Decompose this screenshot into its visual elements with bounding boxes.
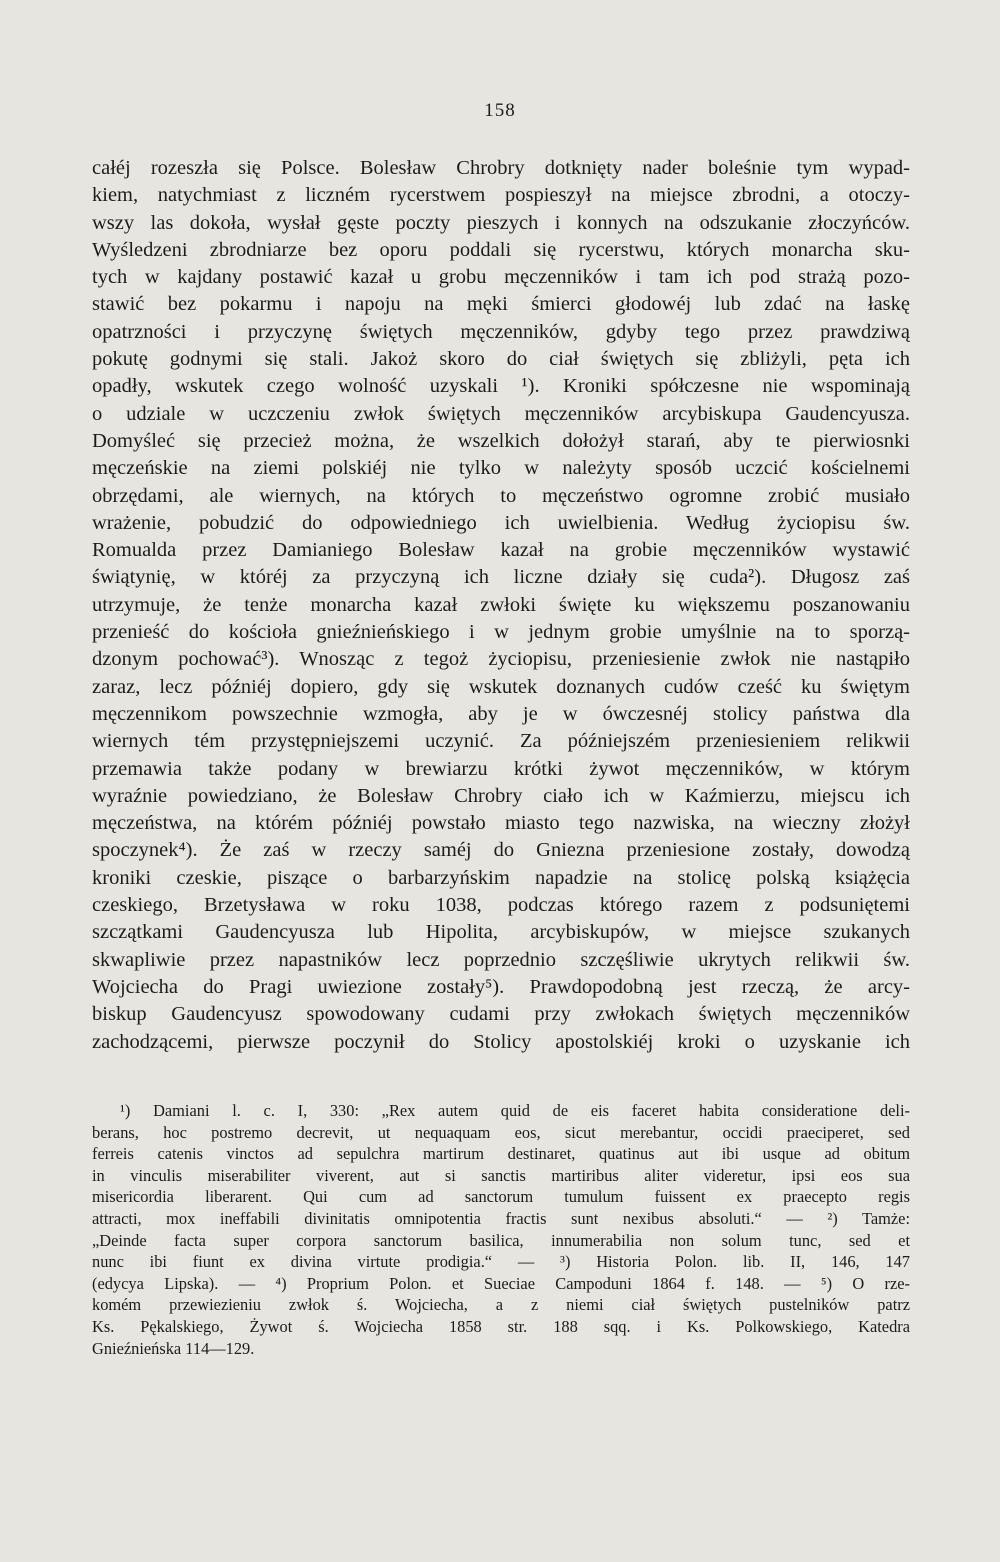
body-line: Wojciecha do Pragi uwiezione zostały⁵). Prawdopodobną jest rzeczą, że arcy- (92, 975, 910, 998)
page-number: 158 (484, 100, 516, 121)
footnote-line: (edycya Lipska). — ⁴) Proprium Polon. et Sueciae Campoduni 1864 f. 148. — ⁵) O rze- (92, 1273, 910, 1293)
body-text (92, 155, 910, 1056)
footnote-line: Gnieźnieńska 114—129. (92, 1338, 255, 1358)
body-line: utrzymuje, że tenże monarcha kazał zwłoki święte ku większemu poszanowaniu (92, 593, 910, 616)
body-line: pokutę godnymi się stali. Jakoż skoro do ciał świętych się zbliżyli, pęta ich (92, 348, 910, 371)
body-line: męczeństwa, na którém późniéj powstało miasto tego nazwiska, na wieczny złożył (92, 812, 910, 835)
body-line: wyraźnie powiedziano, że Bolesław Chrobry ciało ich w Kaźmierzu, miejscu ich (92, 784, 910, 807)
body-line: kroniki czeskie, piszące o barbarzyńskim napadzie na stolicę polską książęcia (92, 866, 910, 889)
footnote-line: „Deinde facta super corpora sanctorum basilica, innumerabilia non solum tunc, sed et (92, 1230, 910, 1250)
body-line: opadły, wskutek czego wolność uzyskali ¹). Kroniki spółczesne nie wspominają (92, 375, 910, 398)
footnote-line: in vinculis miserabiliter viverent, aut si sanctis martiribus aliter videretur, ipsi eos sua (92, 1165, 910, 1185)
body-line: skwapliwie przez napastników lecz poprzednio szczęśliwie ukrytych relikwii św. (92, 948, 910, 971)
body-line: całéj rozeszła się Polsce. Bolesław Chrobry dotknięty nader boleśnie tym wypad- (92, 157, 910, 179)
body-line: opatrzności i przyczynę świętych męczenników, gdyby tego przez prawdziwą (92, 320, 910, 343)
body-line: wrażenie, pobudzić do odpowiedniego ich uwielbienia. Według życiopisu św. (92, 511, 910, 534)
body-line: wiernych tém przystępniejszemi uczynić. Za późniejszém przeniesieniem relikwii (92, 730, 910, 753)
body-line: kiem, natychmiast z liczném rycerstwem pospieszył na miejsce zbrodni, a otoczy- (92, 184, 910, 207)
body-line: Wyśledzeni zbrodniarze bez oporu poddali się rycerstwu, których monarcha sku- (92, 238, 910, 261)
body-line: stawić bez pokarmu i napoju na męki śmierci głodowéj lub zdać na łaskę (92, 293, 910, 316)
body-line: męczeńskie na ziemi polskiéj nie tylko w należyty sposób uczcić kościelnemi (92, 457, 910, 480)
footnotes (92, 1100, 910, 1359)
body-line: spoczynek⁴). Że zaś w rzeczy saméj do Gniezna przeniesione zostały, dowodzą (92, 839, 910, 862)
body-line: dzonym pochować³). Wnosząc z tegoż życiopisu, przeniesienie zwłok nie nastąpiło (92, 648, 910, 671)
body-line: obrzędami, ale wiernych, na których to męczeństwo ogromne zrobić musiało (92, 484, 910, 507)
body-line: wszy las dokoła, wysłał gęste poczty pieszych i konnych na odszukanie złoczyńców. (92, 211, 910, 234)
body-line: Romualda przez Damianiego Bolesław kazał na grobie męczenników wystawić (92, 539, 910, 562)
body-line: męczennikom powszechnie wzmogła, aby je w ówczesnéj stolicy państwa dla (92, 702, 910, 725)
body-line: przenieść do kościoła gnieźnieńskiego i w jednym grobie umyślnie na to sporzą- (92, 621, 910, 644)
body-line: o udziale w uczczeniu zwłok świętych męczenników arcybiskupa Gaudencyusza. (92, 402, 910, 425)
footnote-line: nunc ibi fiunt ex divina virtute prodigia.“ — ³) Historia Polon. lib. II, 146, 147 (92, 1252, 910, 1272)
footnote-line: attracti, mox ineffabili divinitatis omnipotentia fractis sunt nexibus absoluti.“ — ²) Tamże: (92, 1208, 910, 1228)
footnote-line: ¹) Damiani l. c. I, 330: „Rex autem quid de eis faceret habita consideratione deli- (120, 1101, 910, 1120)
body-line: Domyśleć się przecież można, że wszelkich dołożył starań, aby te pierwiosnki (92, 429, 910, 452)
body-line: przemawia także podany w brewiarzu krótki żywot męczenników, w którym (92, 757, 910, 780)
body-line: zachodzącemi, pierwsze poczynił do Stolicy apostolskiéj kroki o uzyskanie ich (92, 1030, 910, 1053)
body-line: szczątkami Gaudencyusza lub Hipolita, arcybiskupów, w miejsce szukanych (92, 921, 910, 944)
body-line: świątynię, w któréj za przyczyną ich liczne działy się cuda²). Długosz zaś (92, 566, 910, 589)
footnote-line: misericordia liberarent. Qui cum ad sanctorum tumulum fuissent ex praecepto regis (92, 1187, 910, 1207)
body-line: czeskiego, Brzetysława w roku 1038, podczas którego razem z podsuniętemi (92, 894, 910, 917)
footnote-line: ferreis catenis vinctos ad sepulchra martirum destinaret, quatinus aut ibi usque ad obitum (92, 1144, 910, 1164)
footnote-line: berans, hoc postremo decrevit, ut nequaquam eos, sicut merebantur, occidi praeciperet, sed (92, 1122, 910, 1142)
footnote-line: Ks. Pękalskiego, Żywot ś. Wojciecha 1858 str. 188 sqq. i Ks. Polkowskiego, Katedra (92, 1316, 910, 1336)
body-line: tych w kajdany postawić kazał u grobu męczenników i tam ich pod strażą pozo- (92, 266, 910, 289)
body-line: zaraz, lecz późniéj dopiero, gdy się wskutek doznanych cudów cześć ku świętym (92, 675, 910, 698)
body-line: biskup Gaudencyusz spowodowany cudami przy zwłokach świętych męczenników (92, 1003, 910, 1026)
footnote-line: komém przewiezieniu zwłok ś. Wojciecha, a z niemi ciał świętych pustelników patrz (92, 1295, 910, 1315)
